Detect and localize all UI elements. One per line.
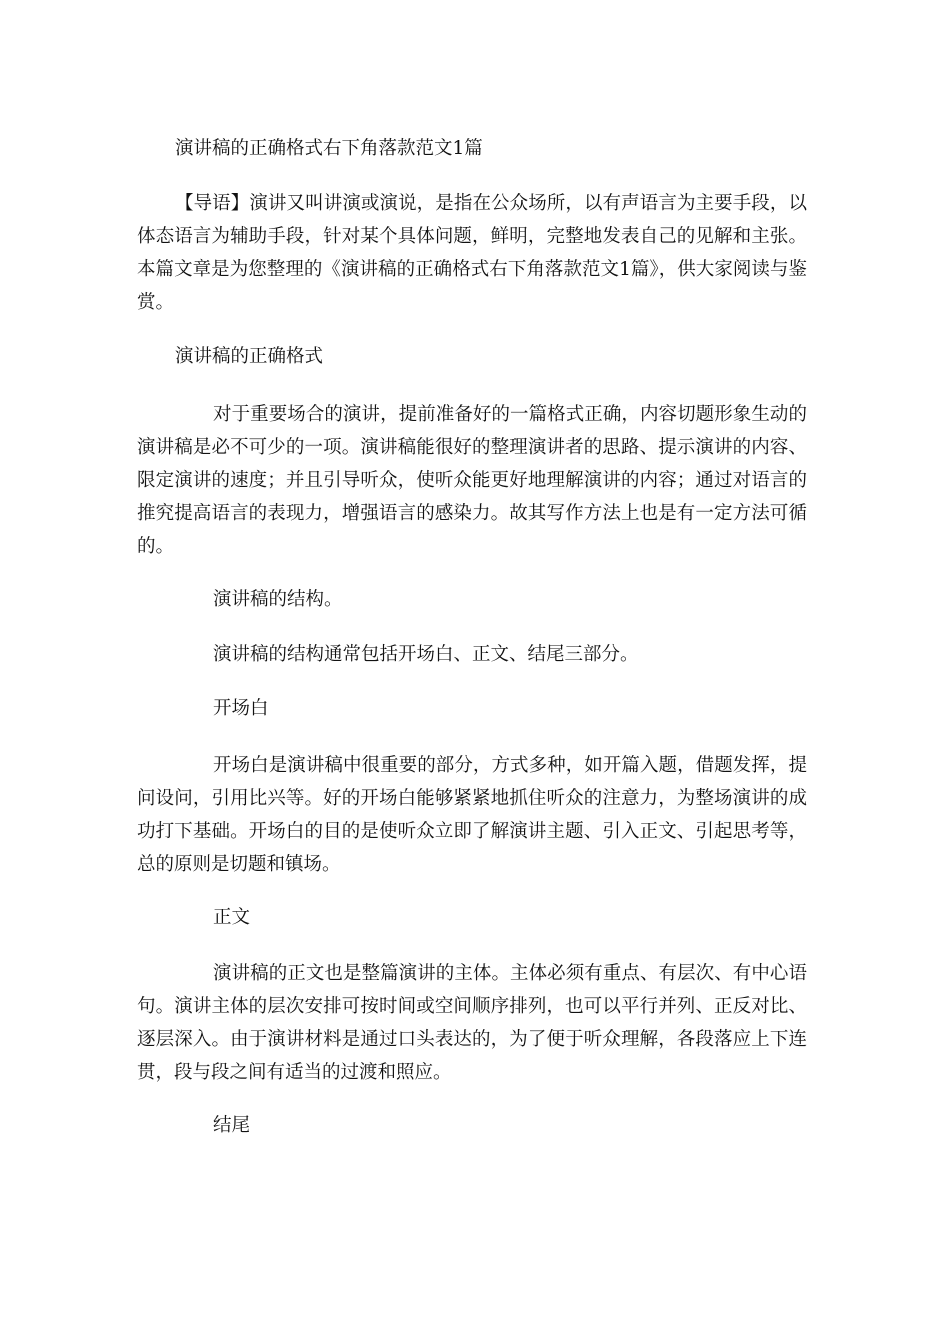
document-title: 演讲稿的正确格式右下角落款范文1篇 (175, 138, 483, 159)
structure-paragraph: 演讲稿的结构通常包括开场白、正文、结尾三部分。 (213, 644, 639, 665)
opening-heading: 开场白 (213, 698, 269, 719)
intro-paragraph: 【导语】演讲又叫讲演或演说，是指在公众场所，以有声语言为主要手段，以体态语言为辅助手段，针对某个具体问题，鲜明，完整地发表自己的见解和主张。本篇文章是为您整理的《演讲稿的正确格式右下角落款范文1篇》，供大家阅读与鉴赏。 (137, 193, 807, 313)
body-heading: 正文 (213, 907, 251, 928)
body-paragraph: 演讲稿的正文也是整篇演讲的主体。主体必须有重点、有层次、有中心语句。演讲主体的层次安排可按时间或空间顺序排列，也可以平行并列、正反对比、逐层深入。由于演讲材料是通过口头表达的，为了便于听众理解，各段落应上下连贯，段与段之间有适当的过渡和照应。 (137, 963, 807, 1083)
ending-heading: 结尾 (213, 1115, 251, 1136)
paragraph-purpose: 对于重要场合的演讲，提前准备好的一篇格式正确，内容切题形象生动的演讲稿是必不可少的一项。演讲稿能很好的整理演讲者的思路、提示演讲的内容、限定演讲的速度；并且引导听众，使听众能更好地理解演讲的内容；通过对语言的推究提高语言的表现力，增强语言的感染力。故其写作方法上也是有一定方法可循的。 (137, 404, 807, 557)
opening-paragraph: 开场白是演讲稿中很重要的部分，方式多种，如开篇入题，借题发挥，提问设问，引用比兴等。好的开场白能够紧紧地抓住听众的注意力，为整场演讲的成功打下基础。开场白的目的是使听众立即了解演讲主题、引入正文、引起思考等，总的原则是切题和镇场。 (137, 755, 807, 875)
structure-heading: 演讲稿的结构。 (213, 589, 343, 610)
section-heading: 演讲稿的正确格式 (175, 346, 324, 367)
